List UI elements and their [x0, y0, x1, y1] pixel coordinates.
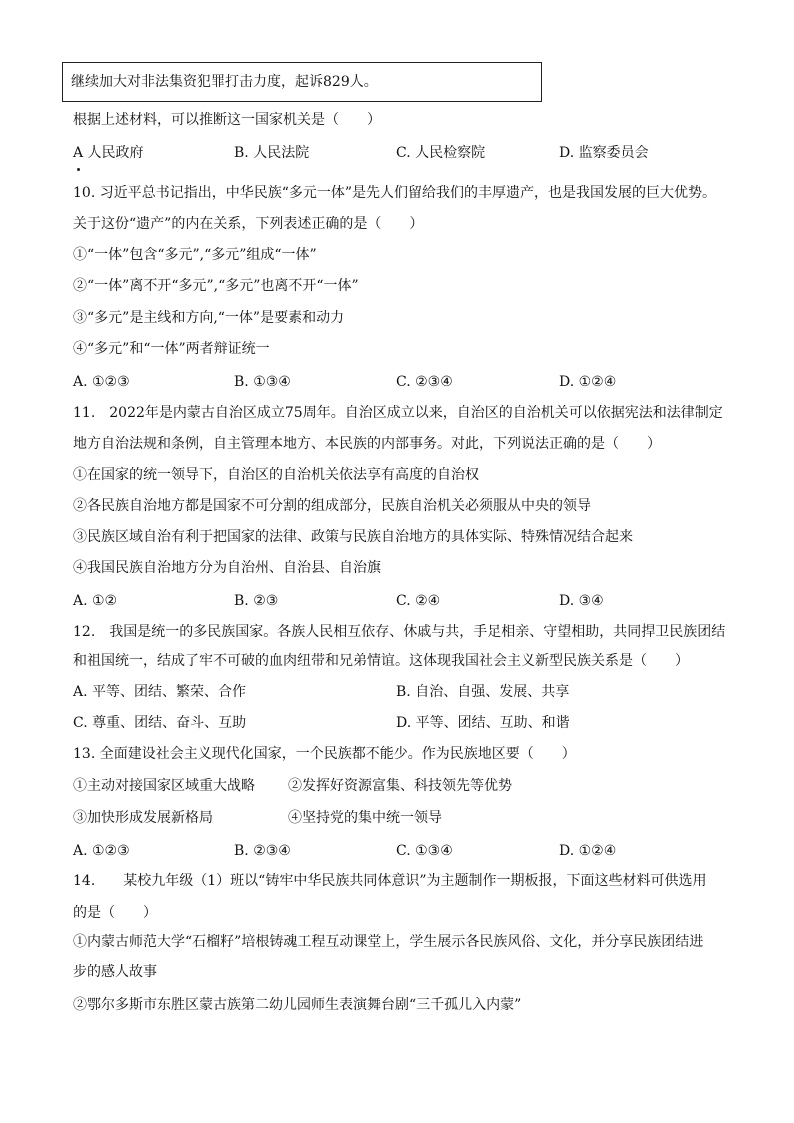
q14-item-2: ②鄂尔多斯市东胜区蒙古族第二幼儿园师生表演舞台剧“三千孤儿入内蒙”: [73, 997, 522, 1013]
q13-item-2: ②发挥好资源富集、科技领先等优势: [288, 778, 512, 794]
material-box: [62, 62, 542, 102]
q13-item-3: ③加快形成发展新格局: [73, 810, 213, 826]
q10-item-1: ①“一体”包含“多元”,“多元”组成“一体”: [73, 247, 317, 263]
q11-option-c[interactable]: C. ②④: [396, 593, 441, 609]
q13-option-c[interactable]: C. ①③④: [396, 843, 453, 859]
q13-item-1: ①主动对接国家区域重大战略: [73, 778, 255, 794]
q14-stem-line1: 14. 某校九年级（1）班以“铸牢中华民族共同体意识”为主题制作一期板报，下面这些材料可供选用: [73, 873, 707, 889]
q10-stem-line2: 关于这份“遗产”的内在关系，下列表述正确的是（ ）: [73, 216, 424, 232]
q12-stem-line2: 和祖国统一，结成了牢不可破的血肉纽带和兄弟情谊。这体现我国社会主义新型民族关系是（ ）: [73, 653, 689, 669]
q10-item-2: ②“一体”离不开“多元”,“多元”也离不开“一体”: [73, 278, 359, 294]
q12-option-d[interactable]: D. 平等、团结、互助、和谐: [396, 715, 570, 731]
q11-stem-line2: 地方自治法规和条例，自主管理本地方、本民族的内部事务。对此，下列说法正确的是（ ）: [73, 436, 661, 452]
q10-item-4: ④“多元”和“一体”两者辩证统一: [73, 341, 270, 357]
q13-item-4: ④坚持党的集中统一领导: [288, 810, 442, 826]
q13-items-row2: [73, 808, 733, 828]
q13-option-d[interactable]: D. ①②④: [559, 843, 617, 859]
q13-stem: 13. 全面建设社会主义现代化国家，一个民族都不能少。作为民族地区要（ ）: [73, 746, 576, 762]
q13-option-a[interactable]: A. ①②③: [73, 843, 130, 859]
q11-option-d[interactable]: D. ③④: [559, 593, 604, 609]
q14-stem-line2: 的是（ ）: [73, 905, 157, 921]
q11-stem-line1: 11. 2022年是内蒙古自治区成立75周年。自治区成立以来，自治区的自治机关可以依据宪法和法律制定: [73, 405, 723, 421]
q9-option-b[interactable]: B. 人民法院: [234, 145, 310, 161]
q11-option-a[interactable]: A. ①②: [73, 593, 118, 609]
q11-item-1: ①在国家的统一领导下，自治区的自治机关依法享有高度的自治权: [73, 467, 479, 483]
q10-stem-line1: 10. 习近平总书记指出，中华民族“多元一体”是先人们留给我们的丰厚遗产，也是我国发展的巨大优势。: [73, 185, 717, 201]
stray-dot-mark: [77, 168, 80, 171]
q9-options: [73, 143, 733, 163]
q13-option-b[interactable]: B. ②③④: [234, 843, 291, 859]
q12-option-a[interactable]: A. 平等、团结、繁荣、合作: [73, 684, 247, 700]
q10-item-3: ③“多元”是主线和方向,“一体”是要素和动力: [73, 310, 345, 326]
q11-item-2: ②各民族自治地方都是国家不可分割的组成部分，民族自治机关必须服从中央的领导: [73, 498, 591, 514]
material-box-text: 继续加大对非法集资犯罪打击力度，起诉829人。: [71, 74, 378, 90]
q10-option-c[interactable]: C. ②③④: [396, 374, 453, 390]
q12-options-row1: [73, 682, 733, 702]
q10-option-a[interactable]: A. ①②③: [73, 374, 130, 390]
q12-options-row2: [73, 713, 733, 733]
q9-stem: 根据上述材料，可以推断这一国家机关是（ ）: [73, 112, 381, 128]
q10-option-d[interactable]: D. ①②④: [559, 374, 617, 390]
q11-option-b[interactable]: B. ②③: [234, 593, 279, 609]
q12-stem-line1: 12. 我国是统一的多民族国家。各族人民相互依存、休戚与共，手足相亲、守望相助，共同捍卫民族团结: [73, 624, 726, 640]
q10-option-b[interactable]: B. ①③④: [234, 374, 291, 390]
q10-options: [73, 372, 733, 392]
q9-option-d[interactable]: D. 监察委员会: [559, 145, 649, 161]
q11-options: [73, 591, 733, 611]
q13-options: [73, 841, 733, 861]
q11-item-3: ③民族区域自治有利于把国家的法律、政策与民族自治地方的具体实际、特殊情况结合起来: [73, 529, 633, 545]
q9-option-c[interactable]: C. 人民检察院: [396, 145, 486, 161]
q9-option-a[interactable]: A 人民政府: [73, 145, 144, 161]
q12-option-c[interactable]: C. 尊重、团结、奋斗、互助: [73, 715, 247, 731]
q13-items-row1: [73, 776, 733, 796]
q14-item-1: ①内蒙古师范大学“石榴籽”培根铸魂工程互动课堂上，学生展示各民族风俗、文化，并分享民族团结进: [73, 934, 704, 950]
q14-item-1-cont: 步的感人故事: [73, 964, 157, 980]
q11-item-4: ④我国民族自治地方分为自治州、自治县、自治旗: [73, 560, 381, 576]
q12-option-b[interactable]: B. 自治、自强、发展、共享: [396, 684, 570, 700]
